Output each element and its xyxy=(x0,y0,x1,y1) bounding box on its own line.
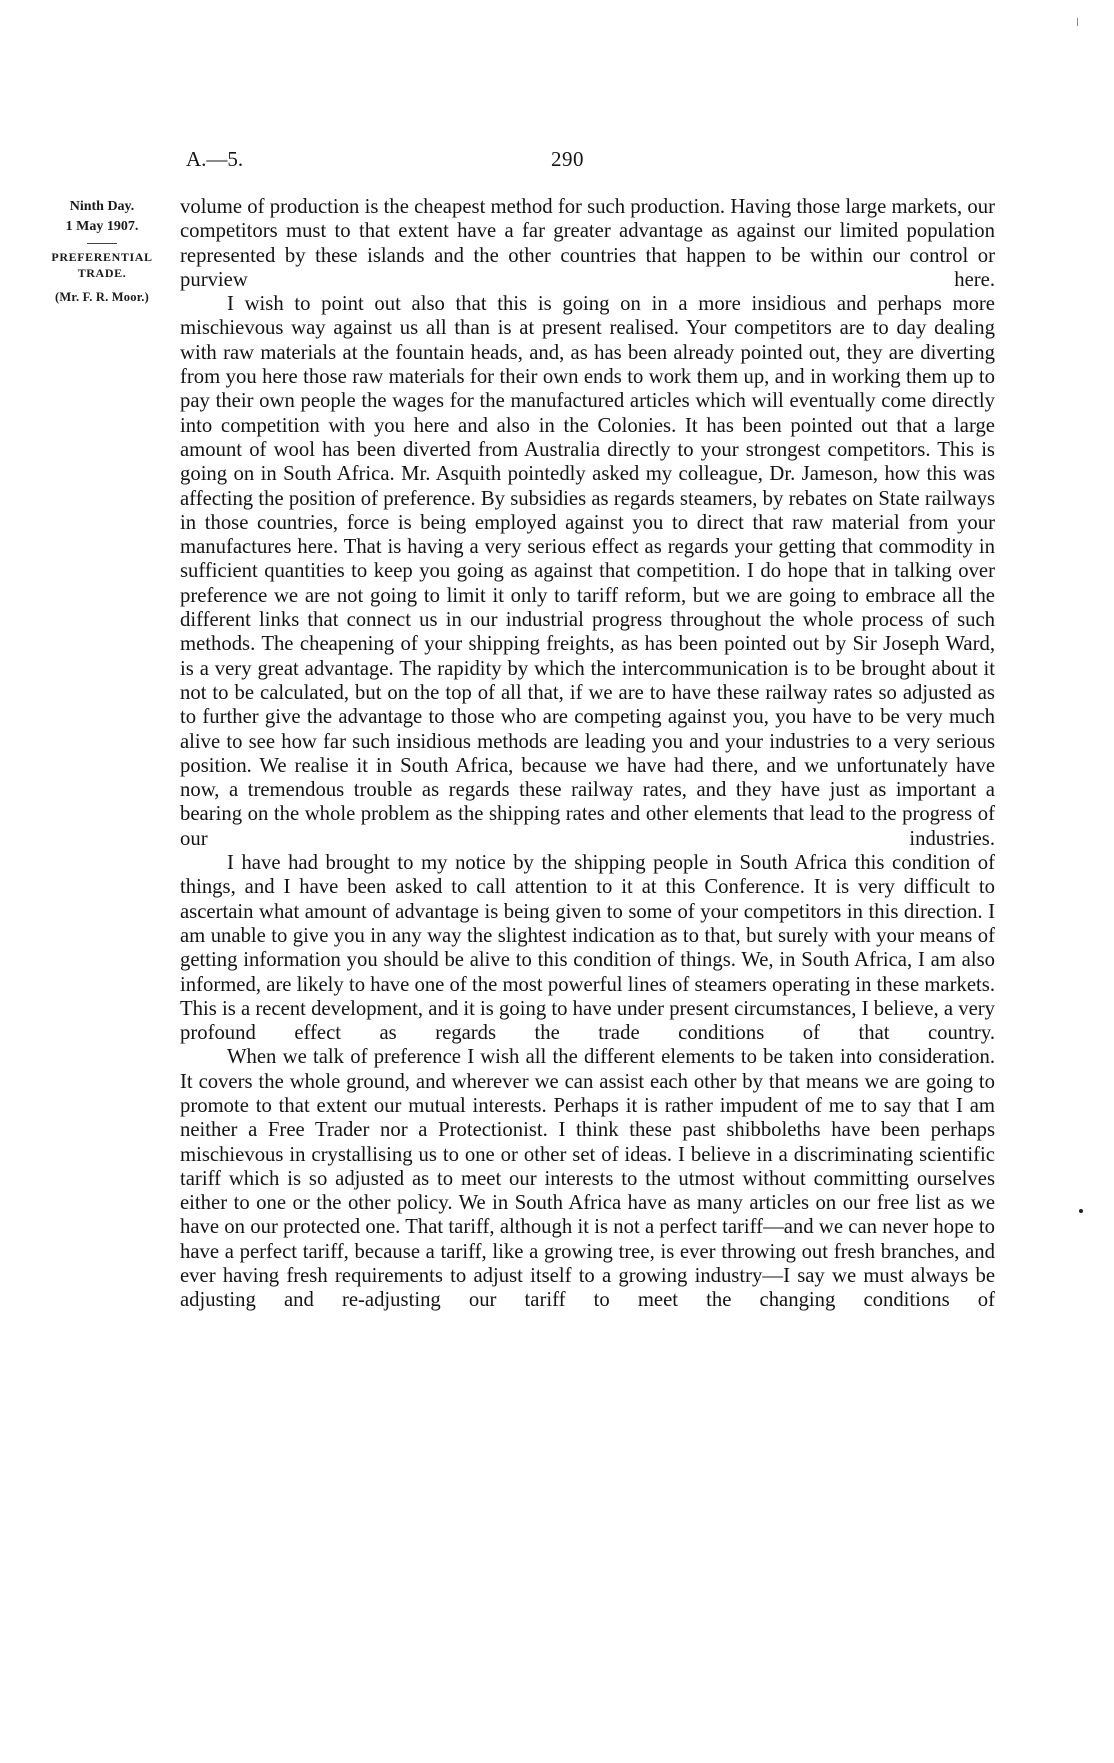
margin-speaker: (Mr. F. R. Moor.) xyxy=(54,290,149,304)
page-number: 290 xyxy=(551,147,584,171)
margin-notes xyxy=(34,197,170,305)
page-header xyxy=(0,147,1114,177)
margin-subject-line2: TRADE. xyxy=(77,266,127,280)
paragraph-4: When we talk of preference I wish all the different elements to be taken into consideration. It covers the whole ground, and wherever we can assist each other by that means we are going to promote to that extent our mutual interests. Perhaps it is rather impudent of me to say that I am neither a Free Trader nor a Protectionist. I think these past shibboleths have been perhaps mischievous in crystallising us to one or other set of ideas. I believe in a discriminating scientific tariff which is so adjusted as to meet our interests to the utmost without committing ourselves either to one or the other policy. We in South Africa have as many articles on our free list as we have on our protected one. That tariff, although it is not a perfect tariff—and we can never hope to have a perfect tariff, because a tariff, like a growing tree, is ever throwing out fresh branches, and ever having fresh requirements to adjust itself to a growing industry—I say we must always be adjusting and re-adjusting our tariff to meet the changing conditions of xyxy=(180,1046,995,1312)
scan-mark xyxy=(1077,18,1078,26)
print-speck xyxy=(1079,1209,1083,1213)
margin-divider xyxy=(87,243,117,244)
margin-date: 1 May 1907. xyxy=(65,219,139,234)
paragraph-1: volume of production is the cheapest method for such production. Having those large markets, our competitors must to that extent have a far greater advantage as against our limited population represented by these islands and the other countries that happen to be within our control or purview here. xyxy=(180,196,995,291)
margin-day: Ninth Day. xyxy=(69,199,135,214)
document-reference: A.—5. xyxy=(186,147,244,171)
paragraph-2: I wish to point out also that this is going on in a more insidious and perhaps more mischievous way against us all than is at present realised. Your competitors are to day dealing with raw materials at the fountain heads, and, as has been already pointed out, they are diverting from you here those raw materials for their own ends to work them up, and in working them up to pay their own people the wages for the manufactured articles which will eventually come directly into competition with you here and also in the Colonies. It has been pointed out that a large amount of wool has been diverted from Australia directly to your strongest competitors. This is going on in South Africa. Mr. Asquith pointedly asked my colleague, Dr. Jameson, how this was affecting the position of preference. By subsidies as regards steamers, by rebates on State railways in those countries, force is being employed against you to direct that raw material from your manufactures here. That is having a very serious effect as regards your getting that commodity in sufficient quantities to keep you going as against that competition. I do hope that in talking over preference we are not going to limit it only to tariff reform, but we are going to embrace all the different links that connect us in our industrial progress throughout the whole process of such methods. The cheapening of your shipping freights, as has been pointed out by Sir Joseph Ward, is a very great advantage. The rapidity by which the intercommunication is to be brought about it not to be calculated, but on the top of all that, if we are to have these railway rates so adjusted as to further give the advantage to those who are competing against you, you have to be very much alive to see how far such insidious methods are leading you and your industries to a very serious position. We realise it in South Africa, because we have had there, and we unfortunately have now, a tremendous trouble as regards these railway rates, and they have just as important a bearing on the whole problem as the shipping rates and other elements that lead to the progress of our industries. xyxy=(180,293,995,850)
paragraph-3: I have had brought to my notice by the shipping people in South Africa this condition of things, and I have been asked to call attention to it at this Conference. It is very difficult to ascertain what amount of advantage is being given to some of your competitors in this direction. I am unable to give you in any way the slightest indication as to that, but surely with your means of getting information you should be alive to this condition of things. We, in South Africa, I am also informed, are likely to have one of the most powerful lines of steamers operating in these markets. This is a recent development, and it is going to have under present circumstances, I believe, a very profound effect as regards the trade conditions of that country. xyxy=(180,852,995,1045)
margin-subject-line1: PREFERENTIAL xyxy=(51,250,153,264)
body-text xyxy=(180,195,995,1313)
